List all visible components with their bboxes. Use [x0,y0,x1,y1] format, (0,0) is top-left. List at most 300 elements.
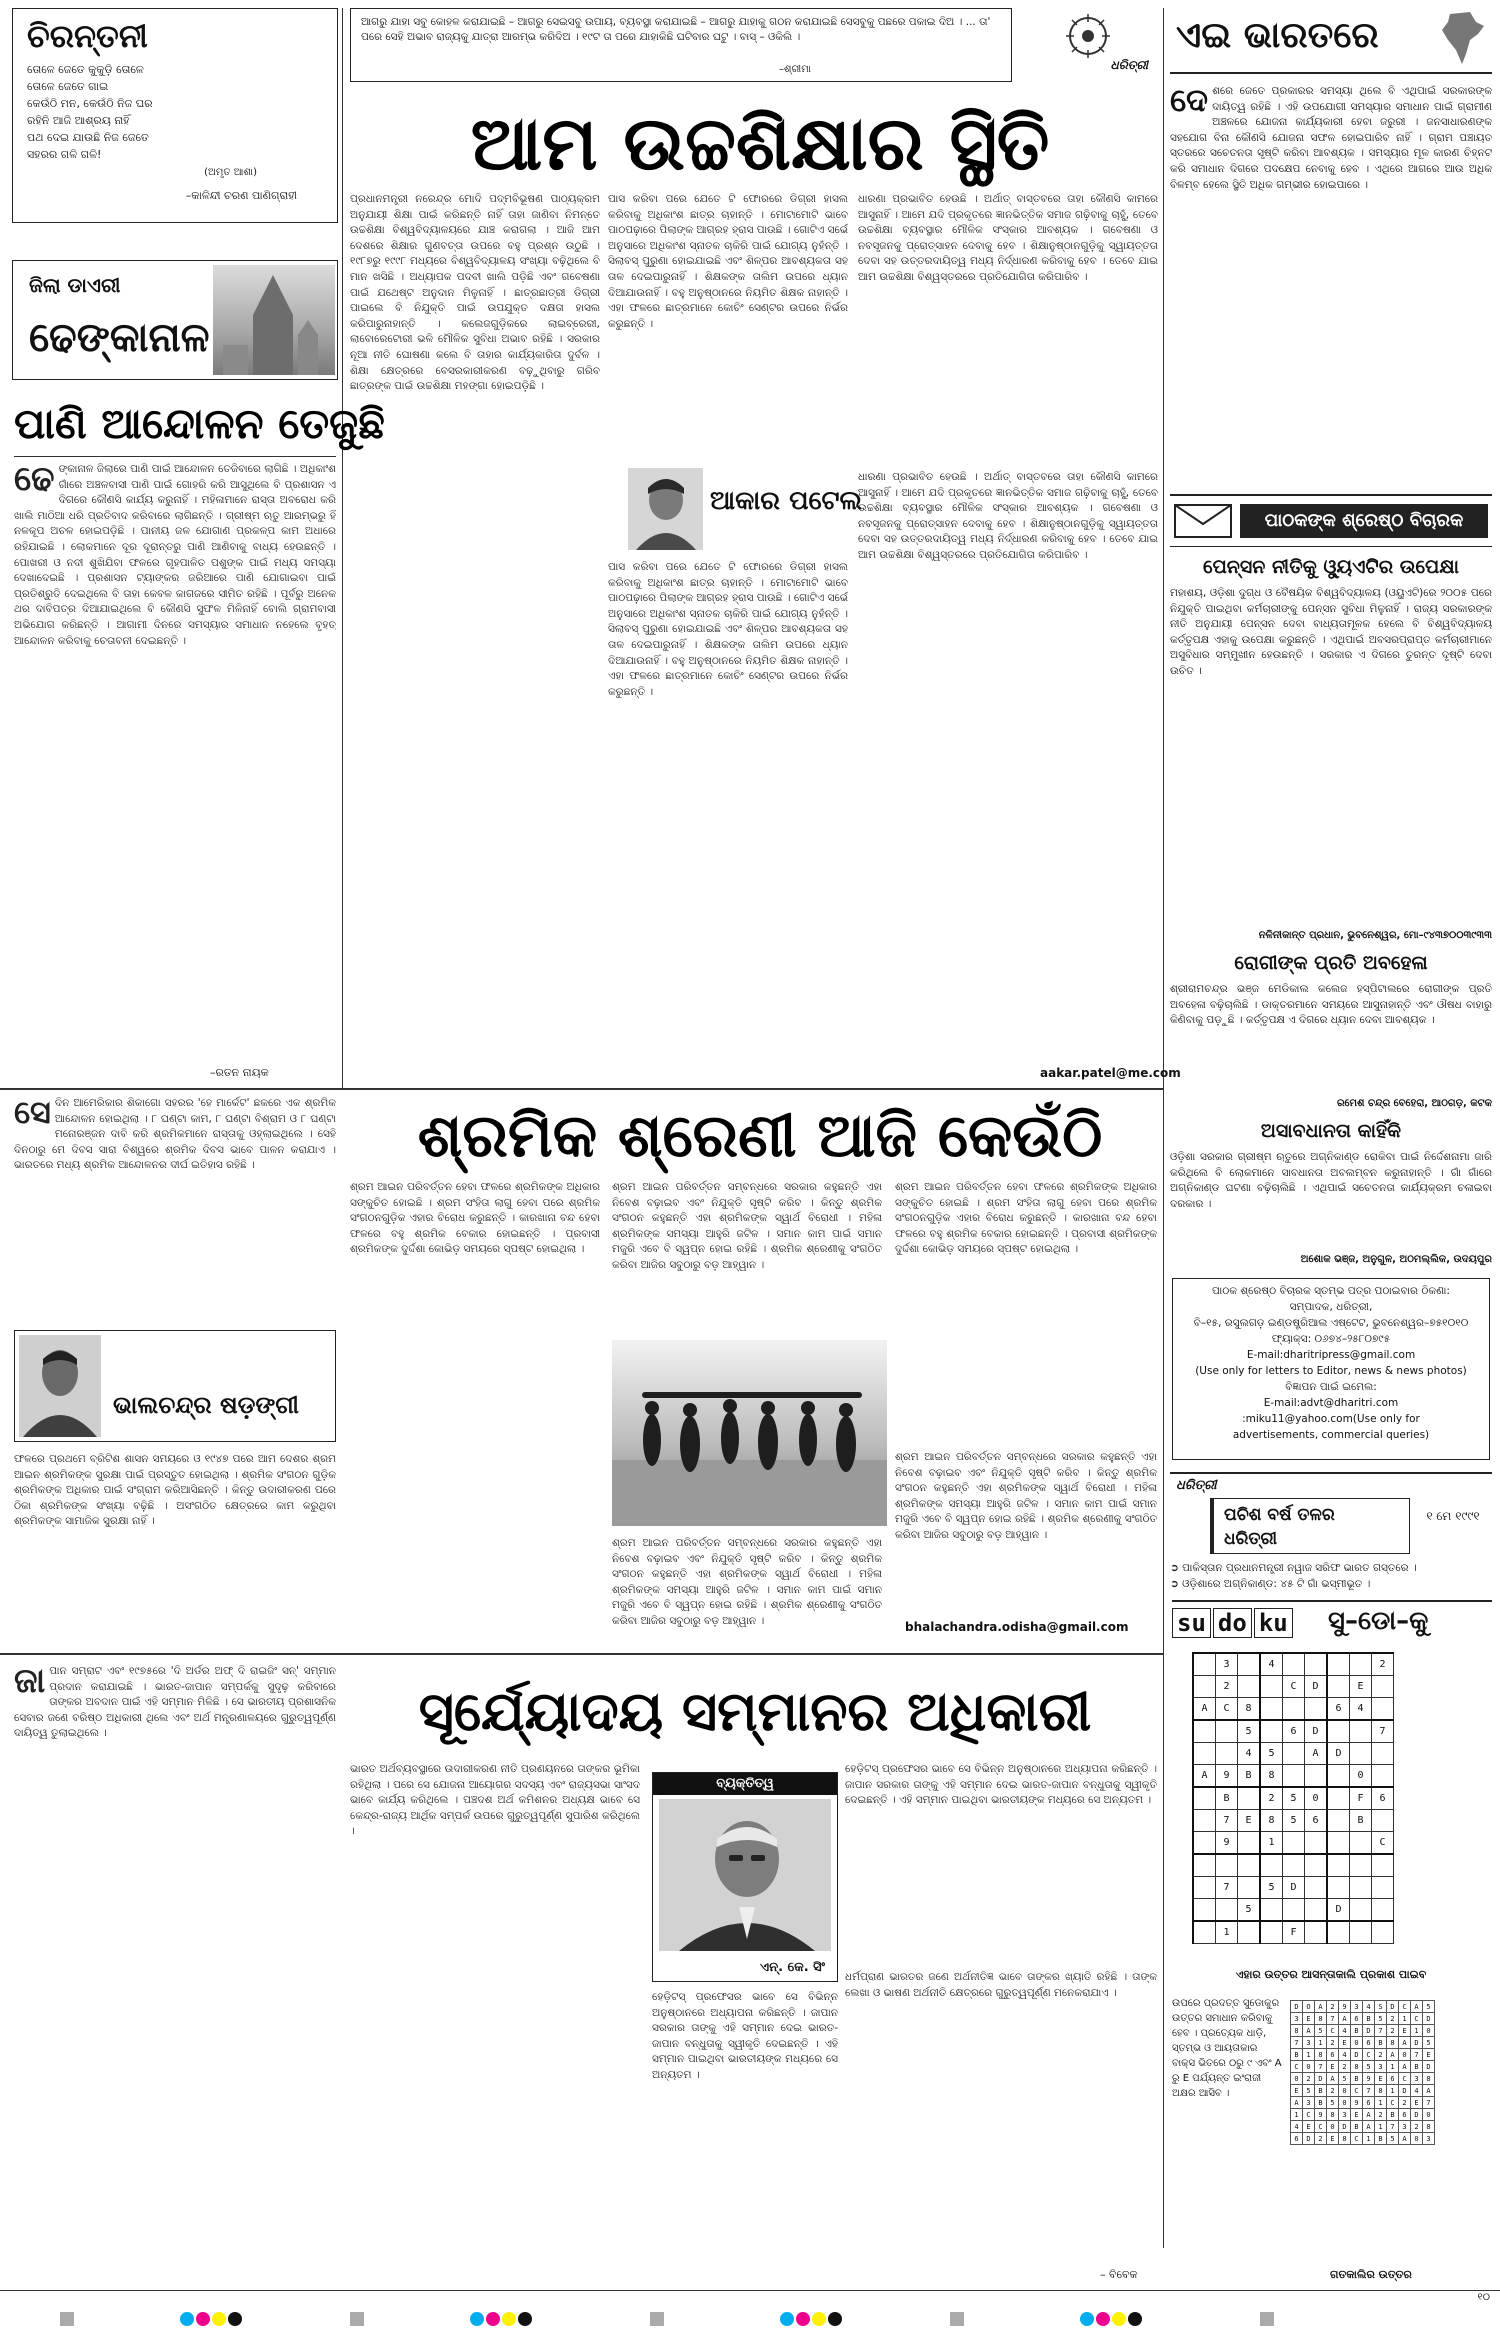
poem-credit: –କାଳିନ୍ଦୀ ଚରଣ ପାଣିଗ୍ରାହୀ [185,189,297,202]
author-email[interactable]: aakar.patel@me.com [1040,1066,1181,1080]
sudoku-cell [1372,1854,1394,1877]
black-mark [228,2312,242,2326]
address-email[interactable]: E-mail:advt@dharitri.com [1263,1397,1399,1409]
sudoku-cell [1193,1832,1216,1855]
solution-cell: 4 [1339,2049,1351,2061]
yellow-mark [212,2312,226,2326]
sudoku-cell: D [1283,1877,1305,1899]
labour-col3: ଶ୍ରମ ଆଇନ ପରିବର୍ତ୍ତନ ସମ୍ବନ୍ଧରେ ସରକାର କହୁଛନ୍ତି ଏହା ନିବେଶ ବଢ଼ାଇବ ଏବଂ ନିଯୁକ୍ତି ସୃଷ୍ଟି କରିବ । କିନ୍ତୁ ଶ୍ରମିକ ସଂଗଠନ କହୁଛନ୍ତି ଏହା ଶ୍ରମିକଙ୍କ ସ୍ୱାର୍ଥ ବିରୋଧୀ । ମହିଳା ଶ୍ରମିକଙ୍କ ସମସ୍ୟା ଆହୁରି ଜଟିଳ । ସମାନ କାମ ପାଇଁ ସମାନ ମଜୁରି ଏବେ ବି ସ୍ୱପ୍ନ ହୋଇ ରହିଛି । ଶ୍ରମିକ ଶ୍ରେଣୀକୁ ସଂଗଠିତ କରିବା ଆଜିର ସବୁଠାରୁ ବଡ଼ ଆହ୍ୱାନ । [612,1181,882,1271]
profile-headline: ସୂର୍ଯ୍ୟୋଦୟ ସମ୍ମାନର ଅଧିକାରୀ [418,1680,1092,1743]
sudoku-cell: D [1327,1899,1350,1922]
solution-cell: 6 [1351,2013,1363,2025]
sudoku-cell [1238,1653,1261,1676]
sudoku-cell: A [1193,1765,1216,1788]
labour-col2: ଶ୍ରମ ଆଇନ ପରିବର୍ତ୍ତନ ହେବା ଫଳରେ ଶ୍ରମିକଙ୍କ ଅଧିକାର ସଙ୍କୁଚିତ ହୋଇଛି । ଶ୍ରମ ସଂହିତା ଲାଗୁ ହେବା ପରେ ଶ୍ରମିକ ସଂଗଠନଗୁଡ଼ିକ ଏହାର ବିରୋଧ କରୁଛନ୍ତି । କାରଖାନା ବନ୍ଦ ହେବା ଫଳରେ ବହୁ ଶ୍ରମିକ ବେକାର ହୋଇଛନ୍ତି । ପ୍ରବାସୀ ଶ୍ରମିକଙ୍କ ଦୁର୍ଦ୍ଦଶା କୋଭିଡ଼ ସମୟରେ ସ୍ପଷ୍ଟ ହୋଇଥିଲା । [350,1181,600,1256]
district-diary-box [12,260,338,380]
letter1-sign: ନଳିନୀକାନ୍ତ ପ୍ରଧାନ, ଭୁବନେଶ୍ୱର, ମୋ–୯୪୩୭୦୦୩୯୩୩ [1258,930,1492,941]
solution-cell: 0 [1399,2049,1411,2061]
anniversary-date: ୧ ମେ ୧୯୯୧ [1426,1509,1480,1523]
sudoku-cell [1193,1787,1216,1810]
solution-cell: A [1363,2109,1375,2121]
solution-cell: 7 [1375,2025,1387,2037]
solution-cell: 3 [1303,2037,1315,2049]
poem-line: ତୋଳେ ଜେତେ ଗାଇ [27,80,109,93]
sudoku-cell [1327,1787,1350,1810]
sudoku-cell: 2 [1372,1653,1394,1676]
sudoku-cell [1238,1921,1261,1944]
sudoku-cell [1193,1743,1216,1765]
solution-cell: D [1411,2037,1423,2049]
sudoku-row [1193,1676,1394,1698]
sudoku-cell [1238,1676,1261,1698]
solution-cell: E [1303,2121,1315,2133]
address-email[interactable]: E-mail:dharitripress@gmail.com [1246,1349,1416,1361]
yellow-mark [502,2312,516,2326]
profile-col1-text: ପାନ ସମ୍ରାଟ ଏବଂ ୧୯୭୫ରେ 'ଦି ଅର୍ଡର ଅଫ୍ ଦି ରାଇଜିଂ ସନ୍' ସମ୍ମାନ ପ୍ରଦାନ କରାଯାଇଛି । ଭାରତ-ଜାପାନ ସମ୍ପର୍କକୁ ସୁଦୃଢ଼ କରିବାରେ ତାଙ୍କର ଅବଦାନ ପାଇଁ ଏହି ସମ୍ମାନ ମିଳିଛି । ସେ ଭାରତୀୟ ପ୍ରଶାସନିକ ସେବାର ଜଣେ ବରିଷ୍ଠ ଅଧିକାରୀ ଥିଲେ ଏବଂ ଅର୍ଥ ମନ୍ତ୍ରଣାଳୟରେ ଗୁରୁତ୍ୱପୂର୍ଣ୍ଣ ଦାୟିତ୍ୱ ତୁଲାଇଥିଲେ । [14,1665,336,1740]
address-line: ବି–୧୫, ରସୁଲଗଡ଼ ଇଣ୍ଡଷ୍ଟ୍ରିଆଲ ଏଷ୍ଟେଟ, ଭୁବନେଶ୍ୱର–୭୫୧୦୧୦ [1193,1317,1469,1329]
sudoku-cell [1372,1810,1394,1832]
sudoku-cell [1260,1899,1283,1922]
solution-cell: 9 [1339,2001,1351,2013]
sudoku-cell: E [1238,1810,1261,1832]
sudoku-cell [1372,1676,1394,1698]
solution-cell: 2 [1327,2037,1339,2049]
sudoku-solution-label: ଗତକାଲିର ଉତ୍ତର [1330,2268,1412,2281]
solution-cell: 0 [1303,2061,1315,2073]
solution-cell: C [1327,2025,1339,2037]
solution-cell: A [1327,2073,1339,2085]
sudoku-cell [1350,1877,1372,1899]
sudoku-cell [1327,1676,1350,1698]
sudoku-cell [1193,1676,1216,1698]
solution-cell: 8 [1315,2013,1327,2025]
labour-headline: ଶ୍ରମିକ ଶ୍ରେଣୀ ଆଜି କେଉଁଠି [417,1101,1103,1171]
water-story-body [14,462,336,1062]
solution-cell: C [1399,2073,1411,2085]
sudoku-cell [1283,1698,1305,1721]
right-col-text [1170,84,1492,484]
india-map-icon [1440,10,1486,66]
solution-cell: C [1351,2085,1363,2097]
sudoku-cell [1193,1854,1216,1877]
anniversary-item: ➲ ପାକିସ୍ତାନ ପ୍ରଧାନମନ୍ତ୍ରୀ ନୱାଜ ସରିଫ ଭାରତ ଗସ୍ତରେ । [1170,1562,1417,1574]
sudoku-row [1193,1653,1394,1676]
solution-cell: 0 [1291,2073,1303,2085]
solution-cell: 7 [1423,2097,1435,2109]
solution-cell: B [1351,2073,1363,2085]
sudoku-instructions: ଉପରେ ପ୍ରଦତ୍ତ ସୁଡୋକୁର ଉତ୍ତର ସମାଧାନ କରିବାକୁ ହେବ । ପ୍ରତ୍ୟେକ ଧାଡ଼ି, ସ୍ତମ୍ଭ ଓ ଆୟତାକାର ବାକ୍ସ ଭିତରେ ୦ରୁ ୯ ଏବଂ A ରୁ E ପର୍ଯ୍ୟନ୍ତ ଇଂରାଜୀ ଅକ୍ଷର ଆସିବ । [1172,1998,1282,2099]
footer-divider [0,2290,1500,2291]
solution-cell: C [1351,2133,1363,2145]
solution-cell: C [1291,2061,1303,2073]
solution-cell: E [1411,2097,1423,2109]
sudoku-cell: C [1216,1698,1238,1721]
sudoku-header [1172,1600,1492,1644]
author-card [14,1330,336,1442]
labour-col1: ଫଳରେ ପ୍ରଥମେ ବ୍ରିଟିଶ ଶାସନ ସମୟରେ ଓ ୧୯୪୭ ପରେ ଆମ ଦେଶର ଶ୍ରମ ଆଇନ ଶ୍ରମିକଙ୍କ ସୁରକ୍ଷା ପାଇଁ ପ୍ରସ୍ତୁତ ହୋଇଥିଲା । ଶ୍ରମିକ ସଂଗଠନ ଗୁଡ଼ିକ ଶ୍ରମିକଙ୍କ ଅଧିକାର ପାଇଁ ସଂଗ୍ରାମ କରିଆସିଛନ୍ତି । କିନ୍ତୁ ଉଦାରୀକରଣ ପରେ ଠିକା ଶ୍ରମିକଙ୍କ ସଂଖ୍ୟା ବଢ଼ିଛି । ଅସଂଗଠିତ କ୍ଷେତ୍ରରେ କାମ କରୁଥିବା ଶ୍ରମିକଙ୍କ ସାମାଜିକ ସୁରକ୍ଷା ନାହିଁ । [14,1453,336,1528]
solution-cell: 8 [1339,2133,1351,2145]
sudoku-cell [1327,1877,1350,1899]
labour-col3b: ଶ୍ରମ ଆଇନ ପରିବର୍ତ୍ତନ ସମ୍ବନ୍ଧରେ ସରକାର କହୁଛନ୍ତି ଏହା ନିବେଶ ବଢ଼ାଇବ ଏବଂ ନିଯୁକ୍ତି ସୃଷ୍ଟି କରିବ । କିନ୍ତୁ ଶ୍ରମିକ ସଂଗଠନ କହୁଛନ୍ତି ଏହା ଶ୍ରମିକଙ୍କ ସ୍ୱାର୍ଥ ବିରୋଧୀ । ମହିଳା ଶ୍ରମିକଙ୍କ ସମସ୍ୟା ଆହୁରି ଜଟିଳ । ସମାନ କାମ ପାଇଁ ସମାନ ମଜୁରି ଏବେ ବି ସ୍ୱପ୍ନ ହୋଇ ରହିଛି । ଶ୍ରମିକ ଶ୍ରେଣୀକୁ ସଂଗଠିତ କରିବା ଆଜିର ସବୁଠାରୁ ବଡ଼ ଆହ୍ୱାନ । [612,1537,882,1627]
solution-cell: 2 [1375,2049,1387,2061]
solution-row [1291,2121,1435,2133]
sudoku-cell [1327,1653,1350,1676]
solution-cell: 6 [1363,2037,1375,2049]
solution-cell: 4 [1363,2001,1375,2013]
sudoku-cell [1260,1676,1283,1698]
profile-col2b: ହେଡ଼ିଟସ୍ ପ୍ରଫେସର ଭାବେ ସେ ବିଭିନ୍ନ ଅନୁଷ୍ଠାନରେ ଅଧ୍ୟାପନା କରିଛନ୍ତି । ଜାପାନ ସରକାର ତାଙ୍କୁ ଏହି ସମ୍ମାନ ଦେଇ ଭାରତ-ଜାପାନ ବନ୍ଧୁତାକୁ ସ୍ୱୀକୃତି ଦେଇଛନ୍ତି । ଏହି ସମ୍ମାନ ପାଇଥିବା ଭାରତୀୟଙ୍କ ମଧ୍ୟରେ ସେ ଅନ୍ୟତମ । [652,1991,838,2081]
sudoku-cell: 1 [1216,1921,1238,1944]
anniversary-label: ପଚିଶ ବର୍ଷ ତଳର ଧରିତ୍ରୀ [1224,1505,1335,1549]
registration-bar [0,2292,1500,2334]
sudoku-cell [1327,1720,1350,1743]
solution-cell: 4 [1291,2121,1303,2133]
sudoku-cell [1327,1921,1350,1944]
solution-cell: E [1423,2049,1435,2061]
poem-box [12,8,338,223]
solution-cell: C [1399,2001,1411,2013]
sudoku-cell: 6 [1372,1787,1394,1810]
labour-email[interactable]: bhalachandra.odisha@gmail.com [905,1620,1129,1634]
solution-cell: A [1387,2049,1399,2061]
higher-ed-col3b: ଧାରଣା ପ୍ରଭାବିତ ହେଉଛି । ଅର୍ଥାତ୍ ବାସ୍ତବରେ ତାହା କୌଣସି କାମରେ ଆସୁନାହିଁ । ଆମେ ଯଦି ପ୍ରକୃତରେ ଜ୍ଞାନଭିତ୍ତିକ ସମାଜ ଗଢ଼ିବାକୁ ଚାହୁଁ, ତେବେ ଉଚ୍ଚଶିକ୍ଷା ବ୍ୟବସ୍ଥାର ମୌଳିକ ସଂସ୍କାର ଆବଶ୍ୟକ । ଗବେଷଣା ଓ ନବସୃଜନକୁ ପ୍ରୋତ୍ସାହନ ଦେବାକୁ ହେବ । ଶିକ୍ଷାନୁଷ୍ଠାନଗୁଡ଼ିକୁ ସ୍ୱାୟତ୍ତତା ଦେବା ସହ ଉତ୍ତରଦାୟିତ୍ୱ ମଧ୍ୟ ନିର୍ଦ୍ଧାରଣ କରିବାକୁ ହେବ । ତେବେ ଯାଇ ଆମ ଉଚ୍ଚଶିକ୍ଷା ବିଶ୍ୱସ୍ତରରେ ପ୍ରତିଯୋଗିତା କରିପାରିବ । [858,471,1158,561]
profile-col1 [14,1664,336,2282]
solution-cell: D [1339,2121,1351,2133]
solution-cell: E [1327,2061,1339,2073]
district-diary-label: ଜିଲା ଡାଏରୀ [29,273,121,297]
address-line: ଫ୍ୟାକ୍ସ: ୦୬୭୪–୨୫୮୦୭୯୫ [1271,1333,1391,1345]
profile-col3: ହେଡ଼ିଟସ୍ ପ୍ରଫେସର ଭାବେ ସେ ବିଭିନ୍ନ ଅନୁଷ୍ଠାନରେ ଅଧ୍ୟାପନା କରିଛନ୍ତି । ଜାପାନ ସରକାର ତାଙ୍କୁ ଏହି ସମ୍ମାନ ଦେଇ ଭାରତ-ଜାପାନ ବନ୍ଧୁତାକୁ ସ୍ୱୀକୃତି ଦେଇଛନ୍ତି । ଏହି ସମ୍ମାନ ପାଇଥିବା ଭାରତୀୟଙ୍କ ମଧ୍ୟରେ ସେ ଅନ୍ୟତମ । [845,1763,1157,1807]
solution-cell: 5 [1423,2001,1435,2013]
sudoku-cell: 6 [1305,1810,1328,1832]
solution-row [1291,2025,1435,2037]
solution-cell: 9 [1351,2097,1363,2109]
sudoku-title-latin [1172,1608,1299,1638]
solution-cell: 2 [1399,2097,1411,2109]
sudoku-cell [1193,1921,1216,1944]
solution-cell: 6 [1363,2097,1375,2109]
poem-line: କେଉଁଠି ମନ, କେଉଁଠି ନିଜ ଘର [27,97,153,110]
yellow-mark [1112,2312,1126,2326]
solution-cell: C [1387,2097,1399,2109]
sudoku-cell [1238,1877,1261,1899]
gray-mark [950,2312,964,2326]
sudoku-cell: 0 [1350,1765,1372,1788]
solution-cell: 2 [1303,2073,1315,2085]
cyan-mark [180,2312,194,2326]
solution-row [1291,2097,1435,2109]
sudoku-ku: ku [1254,1608,1293,1638]
solution-cell: 1 [1303,2049,1315,2061]
sudoku-cell [1350,1743,1372,1765]
sudoku-cell [1283,1854,1305,1877]
solution-cell: C [1303,2109,1315,2121]
sudoku-cell [1305,1832,1328,1855]
poem-title: ଚିରନ୍ତନୀ [27,17,148,55]
address-line: ବିଜ୍ଞାପନ ପାଇଁ ଇମେଲ: [1285,1381,1377,1393]
solution-cell: B [1375,2133,1387,2145]
sudoku-title-odia: ସୁ–ଡୋ–କୁ [1328,1606,1429,1636]
sudoku-cell: 7 [1372,1720,1394,1743]
magenta-mark [1096,2312,1110,2326]
poem-line: ପଥ ଦେଇ ଯାଉଛି ନିଜ ଜେତେ [27,131,149,144]
solution-cell: 6 [1291,2133,1303,2145]
solution-cell: B [1315,2097,1327,2109]
solution-cell: 3 [1375,2061,1387,2073]
sudoku-cell: A [1305,1743,1328,1765]
solution-cell: A [1411,2001,1423,2013]
sudoku-cell [1193,1810,1216,1832]
sudoku-cell [1350,1899,1372,1922]
sudoku-cell [1372,1877,1394,1899]
sudoku-cell [1350,1832,1372,1855]
letter2-body: ଶ୍ରୀରାମଚନ୍ଦ୍ର ଭଞ୍ଜ ମେଡିକାଲ କଲେଜ ହସ୍ପିଟାଲରେ ରୋଗୀଙ୍କ ପ୍ରତି ଅବହେଳା ବଢ଼ିଚାଲିଛି । ଡାକ୍ତରମାନେ ସମୟରେ ଆସୁନାହାନ୍ତି ଏବଂ ଔଷଧ ବାହାରୁ କିଣିବାକୁ ପଡ଼ୁଛି । କର୍ତ୍ତୃପକ୍ଷ ଏ ଦିଗରେ ଧ୍ୟାନ ଦେବା ଆବଶ୍ୟକ । [1170,983,1492,1027]
readers-header [1170,494,1492,547]
labour-col4b: ଶ୍ରମ ଆଇନ ପରିବର୍ତ୍ତନ ସମ୍ବନ୍ଧରେ ସରକାର କହୁଛନ୍ତି ଏହା ନିବେଶ ବଢ଼ାଇବ ଏବଂ ନିଯୁକ୍ତି ସୃଷ୍ଟି କରିବ । କିନ୍ତୁ ଶ୍ରମିକ ସଂଗଠନ କହୁଛନ୍ତି ଏହା ଶ୍ରମିକଙ୍କ ସ୍ୱାର୍ଥ ବିରୋଧୀ । ମହିଳା ଶ୍ରମିକଙ୍କ ସମସ୍ୟା ଆହୁରି ଜଟିଳ । ସମାନ କାମ ପାଇଁ ସମାନ ମଜୁରି ଏବେ ବି ସ୍ୱପ୍ନ ହୋଇ ରହିଛି । ଶ୍ରମିକ ଶ୍ରେଣୀକୁ ସଂଗଠିତ କରିବା ଆଜିର ସବୁଠାରୁ ବଡ଼ ଆହ୍ୱାନ । [895,1451,1157,1541]
gray-mark [60,2312,74,2326]
magenta-mark [196,2312,210,2326]
sudoku-cell [1283,1899,1305,1922]
sudoku-cell: 0 [1305,1787,1328,1810]
solution-cell: B [1351,2121,1363,2133]
solution-cell: 5 [1303,2085,1315,2097]
solution-cell: 4 [1339,2025,1351,2037]
sudoku-cell: D [1305,1720,1328,1743]
sudoku-cell: E [1350,1676,1372,1698]
solution-cell: 1 [1315,2037,1327,2049]
sudoku-cell [1372,1899,1394,1922]
solution-cell: 2 [1387,2013,1399,2025]
solution-cell: D [1399,2085,1411,2097]
sudoku-cell [1260,1720,1283,1743]
profile-photo [659,1799,831,1951]
solution-cell: 7 [1411,2049,1423,2061]
address-line: (Use only for letters to Editor, news & news photos) [1195,1365,1467,1377]
column-divider [342,8,343,1088]
solution-cell: E [1351,2109,1363,2121]
sudoku-cell [1305,1698,1328,1721]
solution-cell: 2 [1327,2085,1339,2097]
sudoku-cell: 8 [1238,1698,1261,1721]
sudoku-cell: 4 [1260,1653,1283,1676]
solution-cell: 8 [1423,2073,1435,2085]
solution-cell: E [1399,2025,1411,2037]
profile-col2: ଭାରତ ଅର୍ଥବ୍ୟବସ୍ଥାରେ ଉଦାରୀକରଣ ନୀତି ପ୍ରଣୟନରେ ତାଙ୍କର ଭୂମିକା ରହିଥିଲା । ପରେ ସେ ଯୋଜନା ଆୟୋଗର ସଦସ୍ୟ ଏବଂ ରାଜ୍ୟସଭା ସାଂସଦ ଭାବେ କାର୍ଯ୍ୟ କରିଥିଲେ । ପଞ୍ଚଦଶ ଅର୍ଥ କମିଶନର ଅଧ୍ୟକ୍ଷ ଭାବେ ସେ କେନ୍ଦ୍ର-ରାଜ୍ୟ ଆର୍ଥିକ ସମ୍ପର୍କ ଉପରେ ଗୁରୁତ୍ୱପୂର୍ଣ୍ଣ ସୁପାରିଶ କରିଥିଲେ । [350,1763,640,1838]
solution-row [1291,2061,1435,2073]
solution-cell: 5 [1423,2037,1435,2049]
sudoku-cell [1305,1653,1328,1676]
sudoku-cell [1193,1899,1216,1922]
gray-mark [1260,2312,1274,2326]
letter3-body: ଓଡ଼ିଶା ସରକାର ଗ୍ରୀଷ୍ମ ଋତୁରେ ଅଗ୍ନିକାଣ୍ଡ ରୋକିବା ପାଇଁ ନିର୍ଦ୍ଦେଶନାମା ଜାରି କରିଥିଲେ ବି ଲୋକମାନେ ସାବଧାନତା ଅବଲମ୍ବନ କରୁନାହାନ୍ତି । ଗାଁ ଗାଁରେ ଅଗ୍ନିକାଣ୍ଡ ଘଟଣା ବଢ଼ିଚାଲିଛି । ଏଥିପାଇଁ ସଚେତନତା କାର୍ଯ୍ୟକ୍ରମ ଚଳାଇବା ଦରକାର । [1170,1151,1492,1210]
sudoku-cell [1372,1765,1394,1788]
letter3-sign: ଅଶୋକ ଭଞ୍ଜ, ଅନୁଗୁଳ, ଅଠମଲ୍ଲିକ, ଉଦୟପୁର [1300,1254,1492,1265]
solution-cell: B [1363,2013,1375,2025]
sudoku-cell: B [1216,1787,1238,1810]
author-photo [628,468,703,550]
gray-mark [350,2312,364,2326]
sudoku-row [1193,1810,1394,1832]
solution-cell: 0 [1423,2109,1435,2121]
sudoku-row [1193,1832,1394,1855]
water-headline: ପାଣି ଆନ୍ଦୋଳନ ତେଜୁଛି [14,399,385,448]
black-mark [828,2312,842,2326]
sudoku-cell: B [1238,1765,1261,1788]
solution-cell: 8 [1387,2037,1399,2049]
sudoku-note: ଏହାର ଉତ୍ତର ଆସନ୍ତାକାଲି ପ୍ରକାଶ ପାଇବ [1235,1968,1427,1981]
black-mark [518,2312,532,2326]
solution-cell: B [1291,2049,1303,2061]
solution-cell: D [1423,2061,1435,2073]
higher-ed-col2b: ପାସ କରିବା ପରେ ଯେତେ ଟି ଫୋରରେ ଡିଗ୍ରୀ ହାସଲ କରିବାକୁ ଅଧିକାଂଶ ଛାତ୍ର ଚାହାନ୍ତି । ମୋଟାମୋଟି ଭାବେ ପାଠପଢ଼ାରେ ପିଲାଙ୍କ ଆଗ୍ରହ ହ୍ରାସ ପାଉଛି । ଗୋଟିଏ ସର୍ଭେ ଅନୁସାରେ ଅଧିକାଂଶ ସ୍ନାତକ ଚାକିରି ପାଇଁ ଯୋଗ୍ୟ ନୁହଁନ୍ତି । ସିଲାବସ୍ ପୁରୁଣା ହୋଇଯାଇଛି ଏବଂ ଶିଳ୍ପର ଆବଶ୍ୟକତା ସହ ତାଳ ଦେଇପାରୁନାହିଁ । ଶିକ୍ଷକଙ୍କ ତାଲିମ ଉପରେ ଧ୍ୟାନ ଦିଆଯାଉନାହିଁ । ବହୁ ଅନୁଷ୍ଠାନରେ ନିୟମିତ ଶିକ୍ଷକ ନାହାନ୍ତି । ଏହା ଫଳରେ ଛାତ୍ରମାନେ କୋଚିଂ ସେଣ୍ଟର ଉପରେ ନିର୍ଭର କରୁଛନ୍ତି । [608,561,848,698]
anniversary-brand: ଧରିତ୍ରୀ [1176,1478,1217,1493]
solution-cell: D [1351,2049,1363,2061]
solution-cell: 8 [1351,2061,1363,2073]
solution-cell: 3 [1303,2097,1315,2109]
solution-cell: 3 [1399,2121,1411,2133]
labour-intro-text: ଦିନ ଆମେରିକାର ଶିକାଗୋ ସହରର 'ହେ ମାର୍କେଟ' ଛକରେ ଏକ ଶ୍ରମିକ ଆନ୍ଦୋଳନ ହୋଇଥିଲା । ୮ ଘଣ୍ଟା କାମ, ୮ ଘଣ୍ଟା ବିଶ୍ରାମ ଓ ୮ ଘଣ୍ଟା ମନୋରଞ୍ଜନ ଦାବି କରି ଶ୍ରମିକମାନେ ରାସ୍ତାକୁ ଓହ୍ଲାଇଥିଲେ । ସେହି ଦିନଠାରୁ ମେ ଦିବସ ସାରା ବିଶ୍ୱରେ ଶ୍ରମିକ ଦିବସ ଭାବେ ପାଳନ କରାଯାଏ । ଭାରତରେ ମଧ୍ୟ ଶ୍ରମିକ ଆନ୍ଦୋଳନର ଦୀର୍ଘ ଇତିହାସ ରହିଛି । [14,1097,336,1172]
cyan-mark [1080,2312,1094,2326]
sudoku-cell: 5 [1238,1899,1261,1922]
sudoku-row [1193,1877,1394,1899]
sudoku-cell: 5 [1238,1720,1261,1743]
envelope-icon [1174,504,1232,542]
sudoku-cell [1305,1899,1328,1922]
magenta-mark [486,2312,500,2326]
sudoku-cell [1327,1765,1350,1788]
solution-cell: D [1315,2073,1327,2085]
cyan-mark [780,2312,794,2326]
solution-cell: 5 [1339,2073,1351,2085]
solution-cell: D [1363,2025,1375,2037]
yellow-mark [812,2312,826,2326]
section-divider [0,1088,1163,1090]
right-col-body: ଶରେ ଜେତେ ପ୍ରକାରର ସମସ୍ୟା ଥିଲେ ବି ଏଥିପାଇଁ ସରକାରଙ୍କ ଦାୟିତ୍ୱ ରହିଛି । ଏହି ଉପଯୋଗୀ ସମସ୍ୟାର ସମାଧାନ ପାଇଁ ଗ୍ରାମୀଣ ଅଞ୍ଚଳରେ ଯୋଜନା କାର୍ଯ୍ୟକାରୀ ହେବା ଜରୁରୀ । ଜନସାଧାରଣଙ୍କ ସହଯୋଗ ବିନା କୌଣସି ଯୋଜନା ସଫଳ ହୋଇପାରିବ ନାହିଁ । ଗ୍ରାମ ପଞ୍ଚାୟତ ସ୍ତରରେ ସଚେତନତା ସୃଷ୍ଟି କରିବା ଆବଶ୍ୟକ । ସମସ୍ୟାର ମୂଳ କାରଣ ଚିହ୍ନଟ କରି ସମାଧାନ ଦିଗରେ ପଦକ୍ଷେପ ନେବାକୁ ହେବ । ଏଥିରେ ଆଗରେ ଆଉ ଅଧିକ ବିଳମ୍ବ ହେଲେ ସ୍ଥିତି ଅଧିକ ଗମ୍ଭୀର ହୋଇପାରେ । [1170,85,1492,191]
solution-cell: C [1363,2049,1375,2061]
masthead-right [1170,8,1492,74]
solution-cell: 2 [1339,2061,1351,2073]
solution-cell: 6 [1387,2073,1399,2085]
sudoku-cell: 2 [1260,1787,1283,1810]
letter1-body: ମହାଶୟ, ଓଡ଼ିଶା ଦୁଗ୍ଧ ଓ ବୈଷୟିକ ବିଶ୍ୱବିଦ୍ୟାଳୟ (ଓୟୁଏଟି)ରେ ୨୦୦୫ ପରେ ନିଯୁକ୍ତି ପାଇଥିବା କର୍ମଚାରୀଙ୍କୁ ପେନ୍ସନ ସୁବିଧା ମିଳୁନାହିଁ । ରାଜ୍ୟ ସରକାରଙ୍କ ନୀତି ଅନୁଯାୟୀ ପେନ୍ସନ ଦେବା ବାଧ୍ୟତାମୂଳକ ହେଲେ ବି ବିଶ୍ୱବିଦ୍ୟାଳୟ କର୍ତ୍ତୃପକ୍ଷ ଏହାକୁ ଉପେକ୍ଷା କରୁଛନ୍ତି । ଏଥିପାଇଁ ଅବସରପ୍ରାପ୍ତ କର୍ମଚାରୀମାନେ ଅସୁବିଧାର ସମ୍ମୁଖୀନ ହେଉଛନ୍ତି । ସରକାର ଏ ଦିଗରେ ତୁରନ୍ତ ଦୃଷ୍ଟି ଦେବା ଉଚିତ । [1170,587,1492,677]
solution-cell: 2 [1327,2001,1339,2013]
solution-cell: 3 [1423,2133,1435,2145]
address-line: ସମ୍ପାଦକ, ଧରିତ୍ରୀ, [1289,1301,1373,1313]
sudoku-cell [1238,1787,1261,1810]
sudoku-cell: 8 [1260,1810,1283,1832]
profile-byline: – ବିବେକ [1100,2268,1138,2281]
solution-cell: A [1399,2133,1411,2145]
sudoku-cell [1216,1899,1238,1922]
profile-caption: ଏନ୍. କେ. ସିଂ [760,1960,825,1975]
sudoku-cell [1350,1854,1372,1877]
temple-photo [213,265,335,375]
sudoku-cell: D [1327,1743,1350,1765]
sudoku-cell [1238,1832,1261,1855]
quote-box [350,8,1012,82]
solution-cell: 7 [1363,2085,1375,2097]
sudoku-cell [1327,1854,1350,1877]
poem-line: ତୋଳେ ଜେତେ କୁକୁଡ଼ି ତୋଳେ [27,63,144,76]
solution-cell: 1 [1387,2061,1399,2073]
sudoku-cell: 6 [1283,1720,1305,1743]
sudoku-cell [1260,1921,1283,1944]
higher-ed-col2: ପାସ କରିବା ପରେ ଯେତେ ଟି ଫୋରରେ ଡିଗ୍ରୀ ହାସଲ କରିବାକୁ ଅଧିକାଂଶ ଛାତ୍ର ଚାହାନ୍ତି । ମୋଟାମୋଟି ଭାବେ ପାଠପଢ଼ାରେ ପିଲାଙ୍କ ଆଗ୍ରହ ହ୍ରାସ ପାଉଛି । ଗୋଟିଏ ସର୍ଭେ ଅନୁସାରେ ଅଧିକାଂଶ ସ୍ନାତକ ଚାକିରି ପାଇଁ ଯୋଗ୍ୟ ନୁହଁନ୍ତି । ସିଲାବସ୍ ପୁରୁଣା ହୋଇଯାଇଛି ଏବଂ ଶିଳ୍ପର ଆବଶ୍ୟକତା ସହ ତାଳ ଦେଇପାରୁନାହିଁ । ଶିକ୍ଷକଙ୍କ ତାଲିମ ଉପରେ ଧ୍ୟାନ ଦିଆଯାଉନାହିଁ । ବହୁ ଅନୁଷ୍ଠାନରେ ନିୟମିତ ଶିକ୍ଷକ ନାହାନ୍ତି । ଏହା ଫଳରେ ଛାତ୍ରମାନେ କୋଚିଂ ସେଣ୍ଟର ଉପରେ ନିର୍ଭର କରୁଛନ୍ତି । [608,193,848,330]
sudoku-row [1193,1765,1394,1788]
solution-cell: A [1363,2121,1375,2133]
poem-line: ସହରର ଗଳି ଗଳି! [27,148,102,161]
dropcap: ଦେ [1170,84,1209,119]
address-email[interactable]: :miku11@yahoo.com(Use only for [1242,1413,1420,1425]
solution-cell: D [1423,2013,1435,2025]
sudoku-cell [1260,1854,1283,1877]
solution-cell: 0 [1339,2085,1351,2097]
solution-cell: 1 [1375,2121,1387,2133]
letter3-title: ଅସାବଧାନତା କାହିଁକି [1260,1120,1402,1142]
letter2-sign: ରମେଶ ଚନ୍ଦ୍ର ବେହେରା, ଆଠଗଡ଼, କଟକ [1336,1098,1492,1109]
sudoku-solution [1290,2000,1435,2145]
solution-cell: D [1411,2109,1423,2121]
solution-cell: E [1327,2133,1339,2145]
sudoku-cell [1327,1810,1350,1832]
solution-row [1291,2049,1435,2061]
sudoku-cell: 7 [1216,1877,1238,1899]
district-name: ଢେଙ୍କାନାଳ [29,315,210,361]
sudoku-cell [1350,1921,1372,1944]
sudoku-row [1193,1743,1394,1765]
solution-cell: A [1399,2061,1411,2073]
sudoku-cell: 9 [1216,1832,1238,1855]
sudoku-do: do [1213,1608,1252,1638]
solution-cell: D [1303,2133,1315,2145]
letter1-title: ପେନ୍ସନ ନୀତିକୁ ଓ୍ୟୁଏଟିର ଉପେକ୍ଷା [1203,556,1459,578]
solution-cell: 2 [1315,2133,1327,2145]
dharitri-emblem [1018,10,1158,82]
higher-ed-col1: ପ୍ରଧାନମନ୍ତ୍ରୀ ନରେନ୍ଦ୍ର ମୋଦି ପଦ୍ମବିଭୂଷଣ ପାଠ୍ୟକ୍ରମ ଅନୁଯାୟୀ ଶିକ୍ଷା ପାଇଁ କରିଛନ୍ତି ନାହିଁ ତାହା ଜାଣିବା ନିମନ୍ତେ ଉଚ୍ଚଶିକ୍ଷା ବିଶ୍ୱବିଦ୍ୟାଳୟରେ ଯାଞ୍ଚ କରାଗଲା । ଆଜି ଆମ ଦେଶରେ ଶିକ୍ଷାର ଗୁଣବତ୍ତା ଉପରେ ବହୁ ପ୍ରଶ୍ନ ଉଠୁଛି । ୧୯୮୭ରୁ ୧୯୯୮ ମଧ୍ୟରେ ବିଶ୍ୱବିଦ୍ୟାଳୟ ସଂଖ୍ୟା ବଢ଼ିଥିଲେ ବି ମାନ ଖସିଛି । ଅଧ୍ୟାପକ ପଦବୀ ଖାଲି ପଡ଼ିଛି ଏବଂ ଗବେଷଣା ପାଇଁ ଯଥେଷ୍ଟ ଅନୁଦାନ ମିଳୁନାହିଁ । ଛାତ୍ରଛାତ୍ରୀ ଡିଗ୍ରୀ ପାଇଲେ ବି ନିଯୁକ୍ତି ପାଇଁ ଉପଯୁକ୍ତ ଦକ୍ଷତା ହାସଲ କରିପାରୁନାହାନ୍ତି । କଲେଜଗୁଡ଼ିକରେ ଲାଇବ୍ରେରୀ, ଲାବୋରେଟୋରୀ ଭଳି ମୌଳିକ ସୁବିଧା ଅଭାବ ରହିଛି । ସରକାର ନୂଆ ନୀତି ଘୋଷଣା କଲେ ବି ତାହାର କାର୍ଯ୍ୟକାରିତା ଦୁର୍ବଳ । ଶିକ୍ଷା କ୍ଷେତ୍ରରେ ବେସରକାରୀକରଣ ବଢ଼ୁଥିବାରୁ ଗରିବ ଛାତ୍ରଙ୍କ ପାଇଁ ଉଚ୍ଚଶିକ୍ଷା ମହଙ୍ଗା ହୋଇପଡ଼ିଛି । [350,193,600,393]
sudoku-cell: 7 [1216,1810,1238,1832]
solution-cell: A [1291,2097,1303,2109]
sudoku-cell: 5 [1283,1787,1305,1810]
profile-photo-box [652,1772,838,1982]
sudoku-cell [1216,1743,1238,1765]
sudoku-cell: D [1305,1676,1328,1698]
labour-author-name: ଭାଲଚନ୍ଦ୍ର ଷଡ଼ଙ୍ଗୀ [113,1391,299,1419]
solution-cell: 0 [1339,2097,1351,2109]
solution-cell: 8 [1375,2085,1387,2097]
solution-cell: 5 [1387,2133,1399,2145]
solution-cell: B [1375,2037,1387,2049]
solution-cell: E [1291,2085,1303,2097]
solution-cell: 7 [1315,2061,1327,2073]
sudoku-cell [1350,1720,1372,1743]
solution-cell: A [1399,2037,1411,2049]
solution-row [1291,2133,1435,2145]
solution-cell: A [1315,2001,1327,2013]
water-story-text: ଙ୍କାନାଳ ଜିଲାରେ ପାଣି ପାଇଁ ଆନ୍ଦୋଳନ ତେଜିବାରେ ଲାଗିଛି । ଅଧିକାଂଶ ଗାଁରେ ଅଞ୍ଚଳବାସୀ ପାଣି ପାଇଁ ଗୋହରି କରି ଆସୁଥିଲେ ବି ପ୍ରଶାସନ ଏ ଦିଗରେ କୌଣସି କାର୍ଯ୍ୟ କରୁନାହିଁ । ମହିଳାମାନେ ରାସ୍ତା ଅବରୋଧ କରି ଖାଲି ମାଠିଆ ଧରି ପ୍ରତିବାଦ କରିବାରେ ଲାଗିଛନ୍ତି । ଗ୍ରୀଷ୍ମ ଋତୁ ଆରମ୍ଭରୁ ହିଁ ନଳକୂପ ଅଚଳ ହୋଇପଡ଼ିଛି । ପାନୀୟ ଜଳ ଯୋଗାଣ ପ୍ରକଳ୍ପ କାମ ଅଧାରେ ରହିଯାଇଛି । ଲୋକମାନେ ଦୂର ଦୂରାନ୍ତରୁ ପାଣି ଆଣିବାକୁ ବାଧ୍ୟ ହେଉଛନ୍ତି । ପୋଖରୀ ଓ ନଦୀ ଶୁଖିଯିବା ଫଳରେ ଗୃହପାଳିତ ପଶୁଙ୍କ ପାଇଁ ମଧ୍ୟ ସମସ୍ୟା ଦେଖାଦେଇଛି । ପ୍ରଶାସନ ଟ୍ୟାଙ୍କର ଜରିଆରେ ପାଣି ଯୋଗାଇବା ପାଇଁ ପ୍ରତିଶ୍ରୁତି ଦେଇଥିଲେ ବି ତାହା କେବଳ କାଗଜରେ ସୀମିତ ରହିଛି । ପୂର୍ବରୁ ଅନେକ ଥର ଦାବିପତ୍ର ଦିଆଯାଇଥିଲେ ବି କୌଣସି ସୁଫଳ ମିଳିନାହିଁ ବୋଲି ଗ୍ରାମବାସୀ ଅଭିଯୋଗ କରିଛନ୍ତି । ଆଗାମୀ ଦିନରେ ସମସ୍ୟାର ସମାଧାନ ନହେଲେ ବୃହତ୍ ଆନ୍ଦୋଳନ କରିବାକୁ ଚେତାବନୀ ଦେଇଛନ୍ତି । [14,463,336,647]
page-number: ୧୦ [1477,2292,1490,2303]
sudoku-cell [1193,1653,1216,1676]
solution-cell: A [1339,2013,1351,2025]
solution-row [1291,2085,1435,2097]
solution-cell: O [1303,2001,1315,2013]
solution-cell: 1 [1387,2085,1399,2097]
gray-mark [650,2312,664,2326]
sudoku-row [1193,1787,1394,1810]
solution-cell: 5 [1327,2097,1339,2109]
sudoku-cell: C [1372,1832,1394,1855]
solution-cell: 0 [1327,2121,1339,2133]
solution-cell: 8 [1327,2109,1339,2121]
